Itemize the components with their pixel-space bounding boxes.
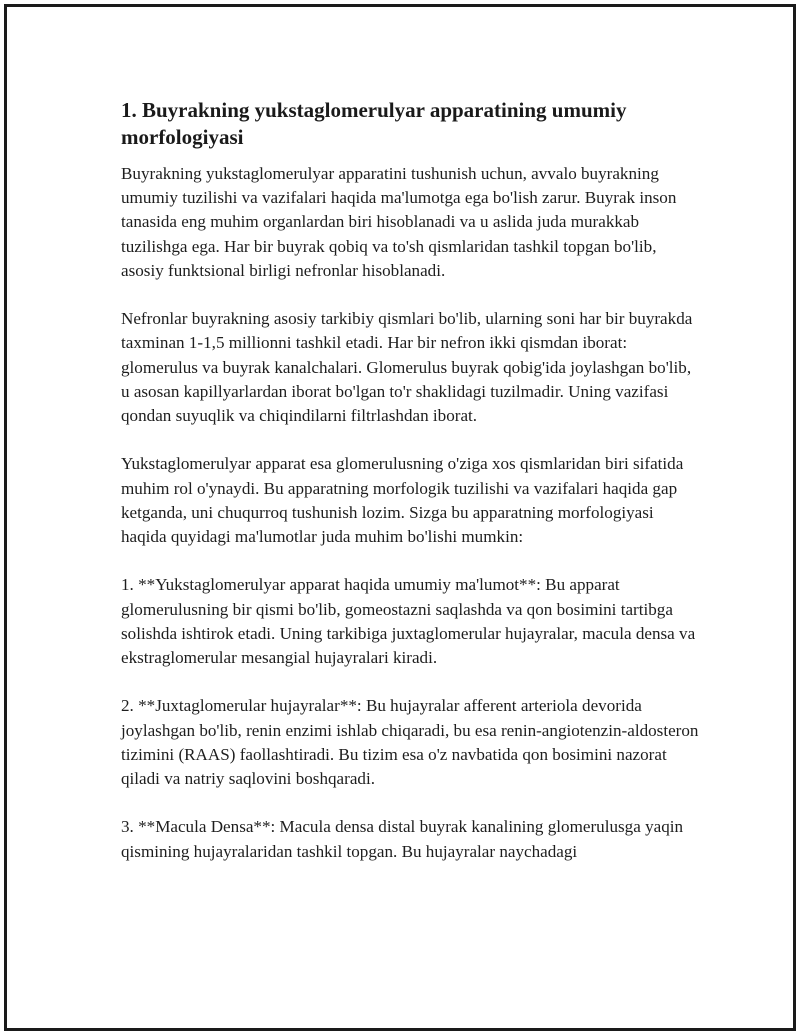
paragraph-nephrons: Nefronlar buyrakning asosiy tarkibiy qismlari bo'lib, ularning soni har bir buyrakda taxminan 1-1,5 millionni tashkil etadi. Har bir nefron ikki qismdan iborat: glomerulus va buyrak kanalchalari. Glomerulus buyrak qobig'ida joylashgan bo'lib, u asosan kapillyarlardan iborat bo'lgan to'r shaklidagi tuzilmadir. Uning vazifasi qondan suyuqlik va chiqindilarni filtrlashdan iborat. xyxy=(121,309,693,426)
list-item-macula-densa: 3. **Macula Densa**: Macula densa distal buyrak kanalining glomerulusga yaqin qismining hujayralaridan tashkil topgan. Bu hujayralar naychadagi xyxy=(121,817,684,861)
list-item-general-info: 1. **Yukstaglomerulyar apparat haqida umumiy ma'lumot**: Bu apparat glomerulusning bir qismi bo'lib, gomeostazni saqlashda va qon bosimini tartibga solishda ishtirok etadi. Uning tarkibiga juxtaglomerular hujayralar, macula densa va ekstraglomerular mesangial hujayralari kiradi. xyxy=(121,575,696,668)
document-body xyxy=(121,97,701,888)
paragraph-jga-intro: Yukstaglomerulyar apparat esa glomerulusning o'ziga xos qismlaridan biri sifatida muhim rol o'ynaydi. Bu apparatning morfologik tuzilishi va vazifalari haqida gap ketganda, uni chuqurroq tushunish lozim. Sizga bu apparatning morfologiyasi haqida quyidagi ma'lumotlar juda muhim bo'lishi mumkin: xyxy=(121,454,684,547)
list-item-juxtaglomerular-cells: 2. **Juxtaglomerular hujayralar**: Bu hujayralar afferent arteriola devorida joylashgan bo'lib, renin enzimi ishlab chiqaradi, bu esa renin-angiotenzin-aldosteron tizimini (RAAS) faollashtiradi. Bu tizim esa o'z navbatida qon bosimini nazorat qiladi va natriy saqlovini boshqaradi. xyxy=(121,696,699,789)
page-frame xyxy=(4,4,796,1031)
paragraph-kidney-overview: Buyrakning yukstaglomerulyar apparatini tushunish uchun, avvalo buyrakning umumiy tuzilishi va vazifalari haqida ma'lumotga ega bo'lish zarur. Buyrak inson tanasida eng muhim organlardan biri hisoblanadi va u aslida juda murakkab tuzilishga ega. Har bir buyrak qobiq va to'sh qismlaridan tashkil topgan bo'lib, asosiy funktsional birligi nefronlar hisoblanadi. xyxy=(121,164,677,280)
section-heading: 1. Buyrakning yukstaglomerulyar apparatining umumiy morfologiyasi xyxy=(121,98,627,149)
